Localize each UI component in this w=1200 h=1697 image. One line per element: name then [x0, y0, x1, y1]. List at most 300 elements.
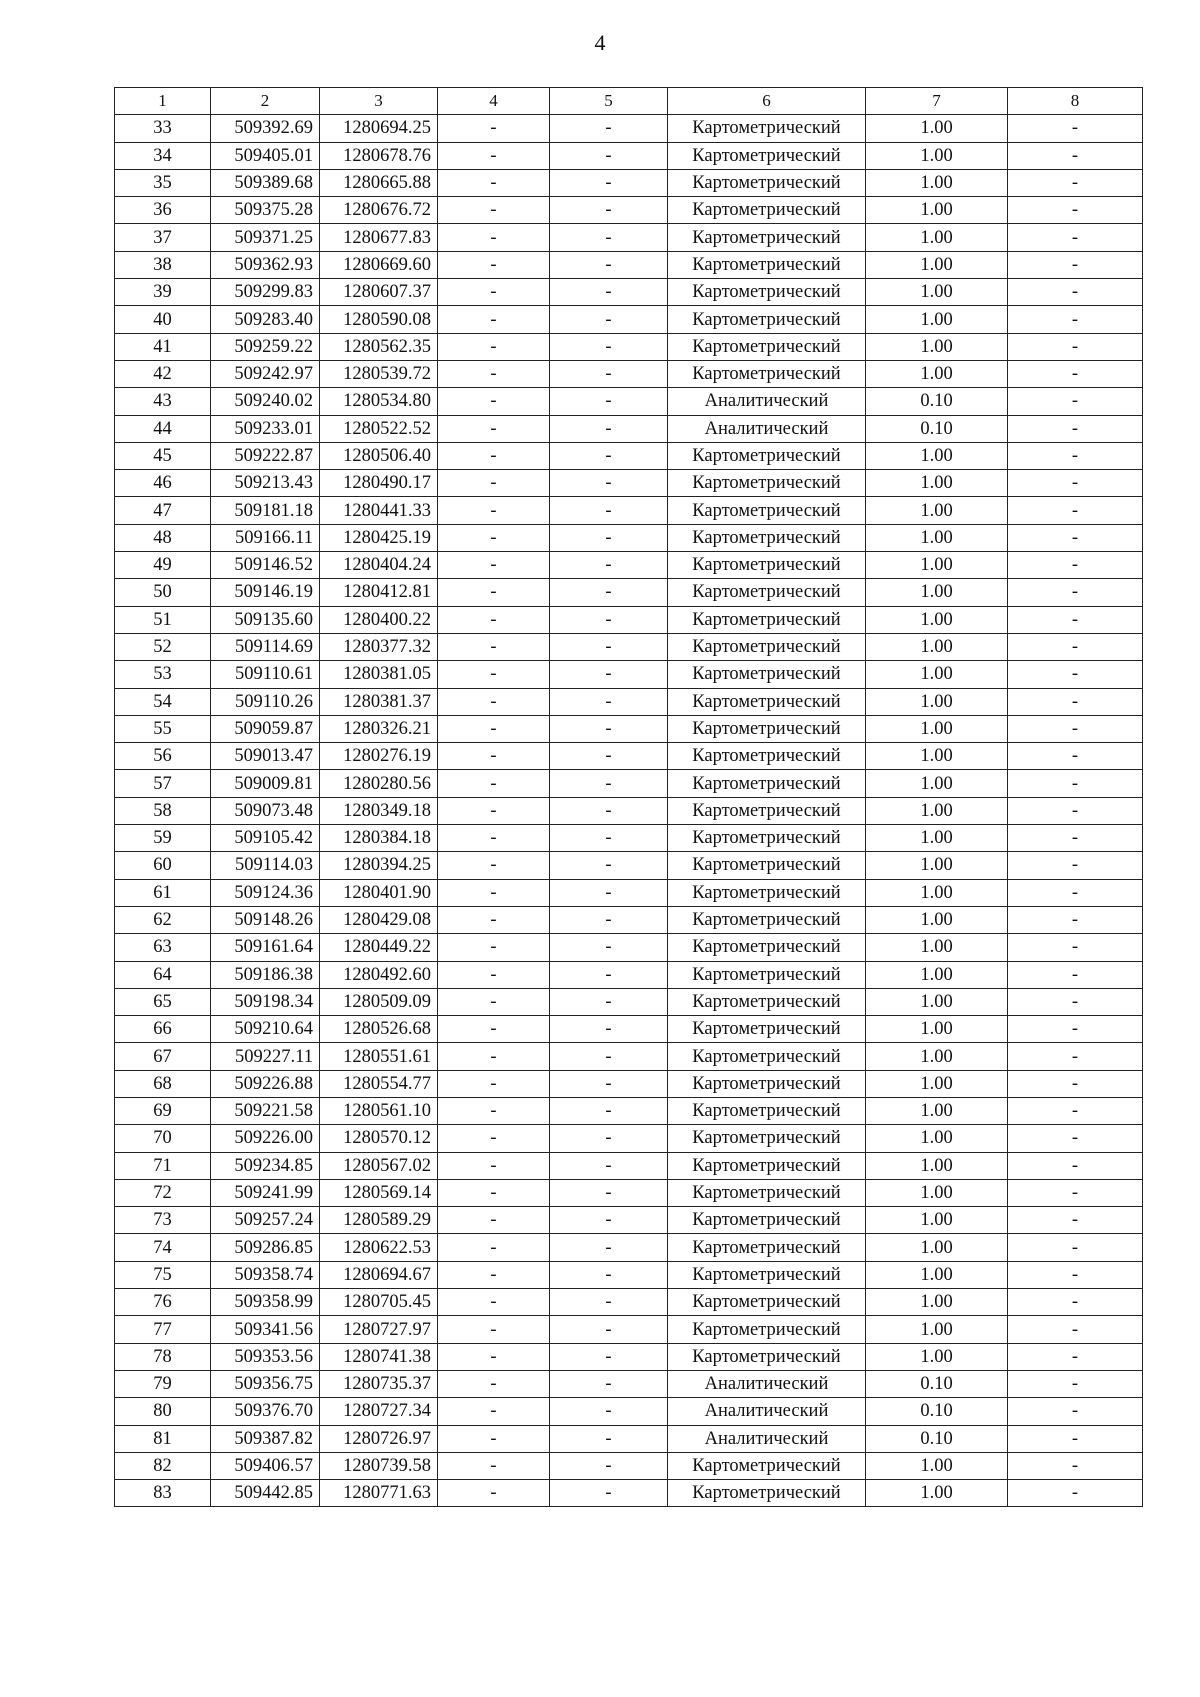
accuracy-cell: 1.00	[866, 1043, 1008, 1070]
method-cell: Картометрический	[668, 1289, 866, 1316]
table-row	[115, 442, 1143, 469]
col5-cell: -	[550, 169, 668, 196]
table-row	[115, 115, 1143, 142]
point-number-cell: 65	[115, 988, 211, 1015]
col5-cell: -	[550, 197, 668, 224]
point-number-cell: 57	[115, 770, 211, 797]
table-row	[115, 224, 1143, 251]
table-row	[115, 1070, 1143, 1097]
col5-cell: -	[550, 1016, 668, 1043]
column-header: 5	[550, 88, 668, 115]
method-cell: Картометрический	[668, 1016, 866, 1043]
col8-cell: -	[1008, 1179, 1143, 1206]
x-coordinate-cell: 509353.56	[211, 1343, 320, 1370]
x-coordinate-cell: 509362.93	[211, 251, 320, 278]
y-coordinate-cell: 1280401.90	[320, 879, 438, 906]
x-coordinate-cell: 509259.22	[211, 333, 320, 360]
method-cell: Картометрический	[668, 1097, 866, 1124]
y-coordinate-cell: 1280404.24	[320, 552, 438, 579]
col4-cell: -	[438, 306, 550, 333]
point-number-cell: 76	[115, 1289, 211, 1316]
y-coordinate-cell: 1280326.21	[320, 715, 438, 742]
y-coordinate-cell: 1280669.60	[320, 251, 438, 278]
table-row	[115, 1289, 1143, 1316]
accuracy-cell: 1.00	[866, 961, 1008, 988]
col5-cell: -	[550, 306, 668, 333]
col4-cell: -	[438, 142, 550, 169]
y-coordinate-cell: 1280522.52	[320, 415, 438, 442]
col4-cell: -	[438, 1289, 550, 1316]
accuracy-cell: 1.00	[866, 197, 1008, 224]
method-cell: Картометрический	[668, 279, 866, 306]
table-row	[115, 360, 1143, 387]
method-cell: Картометрический	[668, 1480, 866, 1507]
x-coordinate-cell: 509240.02	[211, 388, 320, 415]
accuracy-cell: 1.00	[866, 1289, 1008, 1316]
col8-cell: -	[1008, 579, 1143, 606]
col5-cell: -	[550, 1152, 668, 1179]
method-cell: Картометрический	[668, 251, 866, 278]
y-coordinate-cell: 1280506.40	[320, 442, 438, 469]
table-row	[115, 388, 1143, 415]
col5-cell: -	[550, 415, 668, 442]
col5-cell: -	[550, 1398, 668, 1425]
y-coordinate-cell: 1280665.88	[320, 169, 438, 196]
x-coordinate-cell: 509222.87	[211, 442, 320, 469]
x-coordinate-cell: 509257.24	[211, 1207, 320, 1234]
table-row	[115, 770, 1143, 797]
x-coordinate-cell: 509198.34	[211, 988, 320, 1015]
x-coordinate-cell: 509148.26	[211, 906, 320, 933]
method-cell: Картометрический	[668, 606, 866, 633]
col5-cell: -	[550, 1452, 668, 1479]
col5-cell: -	[550, 770, 668, 797]
method-cell: Картометрический	[668, 1152, 866, 1179]
method-cell: Картометрический	[668, 661, 866, 688]
accuracy-cell: 1.00	[866, 224, 1008, 251]
table-row	[115, 852, 1143, 879]
col8-cell: -	[1008, 1398, 1143, 1425]
point-number-cell: 73	[115, 1207, 211, 1234]
col4-cell: -	[438, 1370, 550, 1397]
method-cell: Аналитический	[668, 1370, 866, 1397]
accuracy-cell: 1.00	[866, 606, 1008, 633]
x-coordinate-cell: 509146.19	[211, 579, 320, 606]
table-row	[115, 879, 1143, 906]
table-row	[115, 1179, 1143, 1206]
col8-cell: -	[1008, 852, 1143, 879]
point-number-cell: 47	[115, 497, 211, 524]
table-row	[115, 552, 1143, 579]
table-row	[115, 743, 1143, 770]
table-row	[115, 934, 1143, 961]
method-cell: Картометрический	[668, 715, 866, 742]
point-number-cell: 83	[115, 1480, 211, 1507]
x-coordinate-cell: 509389.68	[211, 169, 320, 196]
table-row	[115, 197, 1143, 224]
col8-cell: -	[1008, 1234, 1143, 1261]
y-coordinate-cell: 1280490.17	[320, 470, 438, 497]
method-cell: Картометрический	[668, 1125, 866, 1152]
table-row	[115, 988, 1143, 1015]
col4-cell: -	[438, 442, 550, 469]
y-coordinate-cell: 1280534.80	[320, 388, 438, 415]
column-header: 6	[668, 88, 866, 115]
col8-cell: -	[1008, 524, 1143, 551]
accuracy-cell: 1.00	[866, 797, 1008, 824]
method-cell: Картометрический	[668, 743, 866, 770]
table-body	[115, 115, 1143, 1507]
point-number-cell: 53	[115, 661, 211, 688]
method-cell: Картометрический	[668, 906, 866, 933]
accuracy-cell: 1.00	[866, 988, 1008, 1015]
x-coordinate-cell: 509442.85	[211, 1480, 320, 1507]
col5-cell: -	[550, 906, 668, 933]
col8-cell: -	[1008, 470, 1143, 497]
col8-cell: -	[1008, 633, 1143, 660]
accuracy-cell: 1.00	[866, 1480, 1008, 1507]
point-number-cell: 71	[115, 1152, 211, 1179]
table-row	[115, 1207, 1143, 1234]
col8-cell: -	[1008, 333, 1143, 360]
col8-cell: -	[1008, 1070, 1143, 1097]
table-row	[115, 961, 1143, 988]
method-cell: Картометрический	[668, 688, 866, 715]
y-coordinate-cell: 1280735.37	[320, 1370, 438, 1397]
col5-cell: -	[550, 852, 668, 879]
col5-cell: -	[550, 1179, 668, 1206]
col4-cell: -	[438, 224, 550, 251]
col8-cell: -	[1008, 770, 1143, 797]
method-cell: Картометрический	[668, 961, 866, 988]
y-coordinate-cell: 1280425.19	[320, 524, 438, 551]
point-number-cell: 42	[115, 360, 211, 387]
col4-cell: -	[438, 688, 550, 715]
method-cell: Картометрический	[668, 497, 866, 524]
method-cell: Картометрический	[668, 169, 866, 196]
point-number-cell: 59	[115, 825, 211, 852]
method-cell: Картометрический	[668, 142, 866, 169]
col8-cell: -	[1008, 1152, 1143, 1179]
y-coordinate-cell: 1280590.08	[320, 306, 438, 333]
table-row	[115, 251, 1143, 278]
col8-cell: -	[1008, 142, 1143, 169]
col8-cell: -	[1008, 415, 1143, 442]
y-coordinate-cell: 1280381.05	[320, 661, 438, 688]
col5-cell: -	[550, 879, 668, 906]
accuracy-cell: 1.00	[866, 715, 1008, 742]
accuracy-cell: 1.00	[866, 906, 1008, 933]
y-coordinate-cell: 1280589.29	[320, 1207, 438, 1234]
x-coordinate-cell: 509009.81	[211, 770, 320, 797]
page-number: 4	[594, 30, 606, 55]
accuracy-cell: 1.00	[866, 442, 1008, 469]
col4-cell: -	[438, 552, 550, 579]
method-cell: Картометрический	[668, 579, 866, 606]
col5-cell: -	[550, 142, 668, 169]
col8-cell: -	[1008, 1016, 1143, 1043]
method-cell: Картометрический	[668, 797, 866, 824]
accuracy-cell: 1.00	[866, 879, 1008, 906]
y-coordinate-cell: 1280622.53	[320, 1234, 438, 1261]
accuracy-cell: 0.10	[866, 415, 1008, 442]
table-row	[115, 470, 1143, 497]
x-coordinate-cell: 509405.01	[211, 142, 320, 169]
accuracy-cell: 0.10	[866, 1370, 1008, 1397]
point-number-cell: 63	[115, 934, 211, 961]
col8-cell: -	[1008, 879, 1143, 906]
col4-cell: -	[438, 661, 550, 688]
x-coordinate-cell: 509161.64	[211, 934, 320, 961]
col5-cell: -	[550, 333, 668, 360]
accuracy-cell: 1.00	[866, 1097, 1008, 1124]
x-coordinate-cell: 509221.58	[211, 1097, 320, 1124]
y-coordinate-cell: 1280727.34	[320, 1398, 438, 1425]
method-cell: Картометрический	[668, 224, 866, 251]
col4-cell: -	[438, 879, 550, 906]
table-row	[115, 1261, 1143, 1288]
y-coordinate-cell: 1280569.14	[320, 1179, 438, 1206]
point-number-cell: 72	[115, 1179, 211, 1206]
point-number-cell: 38	[115, 251, 211, 278]
point-number-cell: 70	[115, 1125, 211, 1152]
table-row	[115, 1234, 1143, 1261]
column-header: 2	[211, 88, 320, 115]
table-row	[115, 688, 1143, 715]
y-coordinate-cell: 1280705.45	[320, 1289, 438, 1316]
accuracy-cell: 1.00	[866, 1316, 1008, 1343]
accuracy-cell: 1.00	[866, 770, 1008, 797]
col8-cell: -	[1008, 1480, 1143, 1507]
col8-cell: -	[1008, 169, 1143, 196]
x-coordinate-cell: 509146.52	[211, 552, 320, 579]
col5-cell: -	[550, 442, 668, 469]
x-coordinate-cell: 509124.36	[211, 879, 320, 906]
point-number-cell: 35	[115, 169, 211, 196]
col4-cell: -	[438, 1398, 550, 1425]
point-number-cell: 74	[115, 1234, 211, 1261]
point-number-cell: 64	[115, 961, 211, 988]
accuracy-cell: 1.00	[866, 552, 1008, 579]
table-row	[115, 1125, 1143, 1152]
col4-cell: -	[438, 115, 550, 142]
point-number-cell: 79	[115, 1370, 211, 1397]
y-coordinate-cell: 1280694.67	[320, 1261, 438, 1288]
x-coordinate-cell: 509356.75	[211, 1370, 320, 1397]
x-coordinate-cell: 509110.26	[211, 688, 320, 715]
point-number-cell: 34	[115, 142, 211, 169]
y-coordinate-cell: 1280694.25	[320, 115, 438, 142]
method-cell: Картометрический	[668, 1316, 866, 1343]
col8-cell: -	[1008, 442, 1143, 469]
table-row	[115, 906, 1143, 933]
table-row	[115, 1370, 1143, 1397]
col8-cell: -	[1008, 1261, 1143, 1288]
col4-cell: -	[438, 1125, 550, 1152]
accuracy-cell: 1.00	[866, 825, 1008, 852]
col4-cell: -	[438, 333, 550, 360]
method-cell: Картометрический	[668, 633, 866, 660]
point-number-cell: 45	[115, 442, 211, 469]
accuracy-cell: 1.00	[866, 743, 1008, 770]
point-number-cell: 36	[115, 197, 211, 224]
col4-cell: -	[438, 743, 550, 770]
method-cell: Картометрический	[668, 306, 866, 333]
col8-cell: -	[1008, 961, 1143, 988]
col4-cell: -	[438, 1016, 550, 1043]
point-number-cell: 37	[115, 224, 211, 251]
col5-cell: -	[550, 1070, 668, 1097]
table-header-row	[115, 88, 1143, 115]
col5-cell: -	[550, 470, 668, 497]
col4-cell: -	[438, 1452, 550, 1479]
col4-cell: -	[438, 197, 550, 224]
method-cell: Аналитический	[668, 388, 866, 415]
y-coordinate-cell: 1280677.83	[320, 224, 438, 251]
col5-cell: -	[550, 715, 668, 742]
accuracy-cell: 1.00	[866, 1152, 1008, 1179]
point-number-cell: 49	[115, 552, 211, 579]
table-row	[115, 579, 1143, 606]
method-cell: Картометрический	[668, 825, 866, 852]
col5-cell: -	[550, 961, 668, 988]
col5-cell: -	[550, 934, 668, 961]
table-row	[115, 279, 1143, 306]
table-row	[115, 1043, 1143, 1070]
accuracy-cell: 1.00	[866, 1343, 1008, 1370]
col5-cell: -	[550, 1343, 668, 1370]
col8-cell: -	[1008, 360, 1143, 387]
accuracy-cell: 1.00	[866, 251, 1008, 278]
point-number-cell: 39	[115, 279, 211, 306]
point-number-cell: 50	[115, 579, 211, 606]
col8-cell: -	[1008, 1125, 1143, 1152]
x-coordinate-cell: 509114.69	[211, 633, 320, 660]
y-coordinate-cell: 1280741.38	[320, 1343, 438, 1370]
table-row	[115, 715, 1143, 742]
col5-cell: -	[550, 988, 668, 1015]
col8-cell: -	[1008, 1043, 1143, 1070]
col4-cell: -	[438, 1480, 550, 1507]
y-coordinate-cell: 1280429.08	[320, 906, 438, 933]
accuracy-cell: 1.00	[866, 1179, 1008, 1206]
col4-cell: -	[438, 579, 550, 606]
point-number-cell: 52	[115, 633, 211, 660]
col8-cell: -	[1008, 1097, 1143, 1124]
method-cell: Картометрический	[668, 1207, 866, 1234]
col5-cell: -	[550, 606, 668, 633]
y-coordinate-cell: 1280570.12	[320, 1125, 438, 1152]
point-number-cell: 54	[115, 688, 211, 715]
col8-cell: -	[1008, 715, 1143, 742]
table-row	[115, 306, 1143, 333]
col4-cell: -	[438, 770, 550, 797]
col4-cell: -	[438, 852, 550, 879]
accuracy-cell: 1.00	[866, 1125, 1008, 1152]
point-number-cell: 80	[115, 1398, 211, 1425]
col5-cell: -	[550, 360, 668, 387]
method-cell: Аналитический	[668, 1398, 866, 1425]
col5-cell: -	[550, 279, 668, 306]
accuracy-cell: 1.00	[866, 934, 1008, 961]
point-number-cell: 78	[115, 1343, 211, 1370]
point-number-cell: 81	[115, 1425, 211, 1452]
x-coordinate-cell: 509406.57	[211, 1452, 320, 1479]
method-cell: Картометрический	[668, 552, 866, 579]
method-cell: Картометрический	[668, 1070, 866, 1097]
method-cell: Картометрический	[668, 1343, 866, 1370]
col4-cell: -	[438, 1070, 550, 1097]
col8-cell: -	[1008, 988, 1143, 1015]
col5-cell: -	[550, 1425, 668, 1452]
table-row	[115, 497, 1143, 524]
y-coordinate-cell: 1280526.68	[320, 1016, 438, 1043]
accuracy-cell: 1.00	[866, 1016, 1008, 1043]
y-coordinate-cell: 1280492.60	[320, 961, 438, 988]
table-row	[115, 169, 1143, 196]
method-cell: Картометрический	[668, 988, 866, 1015]
point-number-cell: 58	[115, 797, 211, 824]
method-cell: Картометрический	[668, 1043, 866, 1070]
col4-cell: -	[438, 906, 550, 933]
point-number-cell: 41	[115, 333, 211, 360]
point-number-cell: 69	[115, 1097, 211, 1124]
col8-cell: -	[1008, 224, 1143, 251]
col5-cell: -	[550, 797, 668, 824]
accuracy-cell: 1.00	[866, 579, 1008, 606]
accuracy-cell: 1.00	[866, 333, 1008, 360]
col4-cell: -	[438, 1097, 550, 1124]
y-coordinate-cell: 1280441.33	[320, 497, 438, 524]
accuracy-cell: 1.00	[866, 661, 1008, 688]
col4-cell: -	[438, 1043, 550, 1070]
point-number-cell: 66	[115, 1016, 211, 1043]
col4-cell: -	[438, 415, 550, 442]
x-coordinate-cell: 509242.97	[211, 360, 320, 387]
column-header: 3	[320, 88, 438, 115]
point-number-cell: 82	[115, 1452, 211, 1479]
col8-cell: -	[1008, 1370, 1143, 1397]
table-row	[115, 1398, 1143, 1425]
x-coordinate-cell: 509375.28	[211, 197, 320, 224]
col5-cell: -	[550, 388, 668, 415]
method-cell: Картометрический	[668, 1452, 866, 1479]
accuracy-cell: 1.00	[866, 1234, 1008, 1261]
col4-cell: -	[438, 606, 550, 633]
col4-cell: -	[438, 1179, 550, 1206]
y-coordinate-cell: 1280412.81	[320, 579, 438, 606]
col8-cell: -	[1008, 1207, 1143, 1234]
accuracy-cell: 1.00	[866, 1070, 1008, 1097]
col5-cell: -	[550, 1316, 668, 1343]
col5-cell: -	[550, 1261, 668, 1288]
col4-cell: -	[438, 934, 550, 961]
point-number-cell: 40	[115, 306, 211, 333]
y-coordinate-cell: 1280384.18	[320, 825, 438, 852]
x-coordinate-cell: 509358.74	[211, 1261, 320, 1288]
col4-cell: -	[438, 1234, 550, 1261]
method-cell: Картометрический	[668, 770, 866, 797]
point-number-cell: 68	[115, 1070, 211, 1097]
x-coordinate-cell: 509059.87	[211, 715, 320, 742]
col4-cell: -	[438, 1152, 550, 1179]
y-coordinate-cell: 1280349.18	[320, 797, 438, 824]
col4-cell: -	[438, 715, 550, 742]
method-cell: Аналитический	[668, 415, 866, 442]
point-number-cell: 56	[115, 743, 211, 770]
x-coordinate-cell: 509392.69	[211, 115, 320, 142]
y-coordinate-cell: 1280739.58	[320, 1452, 438, 1479]
